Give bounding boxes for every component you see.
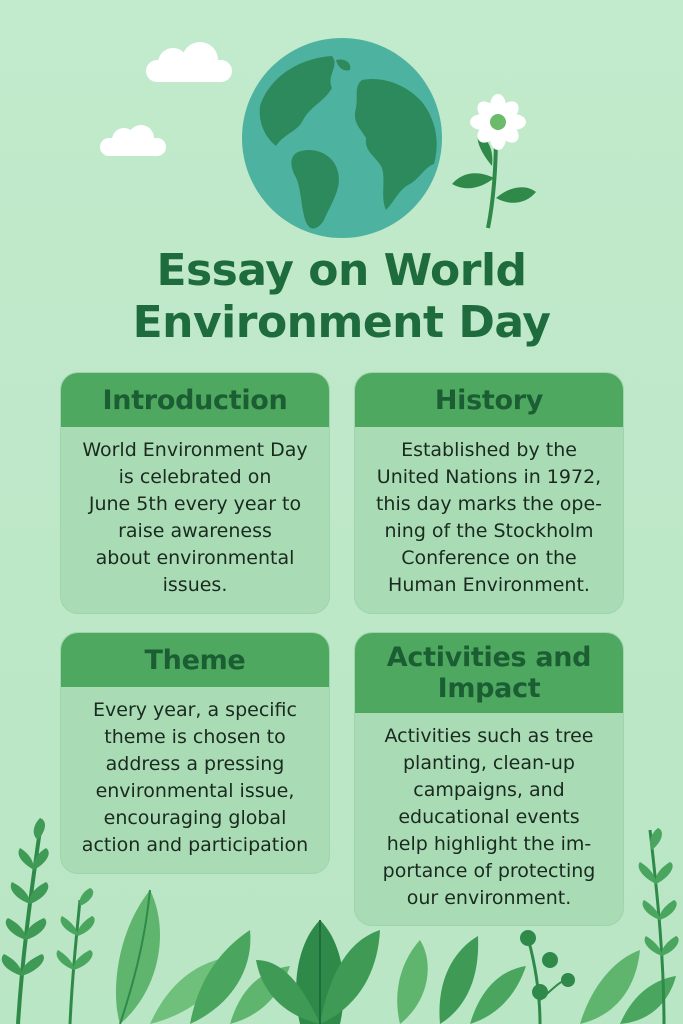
body-line: campaigns, and (413, 779, 565, 801)
page-title (0, 245, 683, 349)
body-line: raise awareness (118, 520, 272, 542)
cloud-icon (100, 138, 166, 156)
body-line: our environment. (406, 887, 572, 909)
body-line: planting, clean-up (403, 752, 575, 774)
card-heading: History (355, 373, 623, 427)
body-line: World Environment Day (82, 439, 308, 461)
body-line: June 5th every year to (88, 493, 302, 515)
flower-icon (448, 88, 538, 232)
body-line: encouraging global (103, 807, 287, 829)
body-line: help highlight the im- (386, 833, 592, 855)
card-body (61, 427, 329, 599)
body-line: is celebrated on (118, 466, 272, 488)
body-line: theme is chosen to (104, 726, 286, 748)
body-line: educational events (398, 806, 580, 828)
body-line: about environmental (95, 547, 295, 569)
card-heading: Theme (61, 633, 329, 687)
body-line: this day marks the ope- (375, 493, 603, 515)
body-line: address a pressing (105, 753, 285, 775)
card-heading: Introduction (61, 373, 329, 427)
card-history (354, 372, 624, 614)
leaf-icon (0, 810, 683, 1024)
body-line: Every year, a specific (93, 699, 297, 721)
body-line: Activities such as tree (384, 725, 594, 747)
card-heading-line: Activities and (386, 642, 592, 673)
body-line: environmental issue, (95, 780, 295, 802)
title-line-2: Environment Day (132, 297, 551, 348)
card-heading-line: Impact (437, 673, 541, 704)
card-body (355, 427, 623, 599)
body-line: United Nations in 1972, (376, 466, 602, 488)
body-line: issues. (162, 574, 228, 596)
title-line-1: Essay on World (156, 245, 527, 296)
body-line: ning of the Stockholm (384, 520, 594, 542)
globe-icon (240, 36, 444, 240)
card-heading (355, 633, 623, 713)
body-line: Conference on the (401, 547, 577, 569)
card-introduction (60, 372, 330, 614)
cloud-icon (146, 60, 232, 82)
body-line: Established by the (401, 439, 577, 461)
body-line: portance of protecting (382, 860, 596, 882)
body-line: action and participation (81, 834, 309, 856)
body-line: Human Environment. (388, 574, 590, 596)
